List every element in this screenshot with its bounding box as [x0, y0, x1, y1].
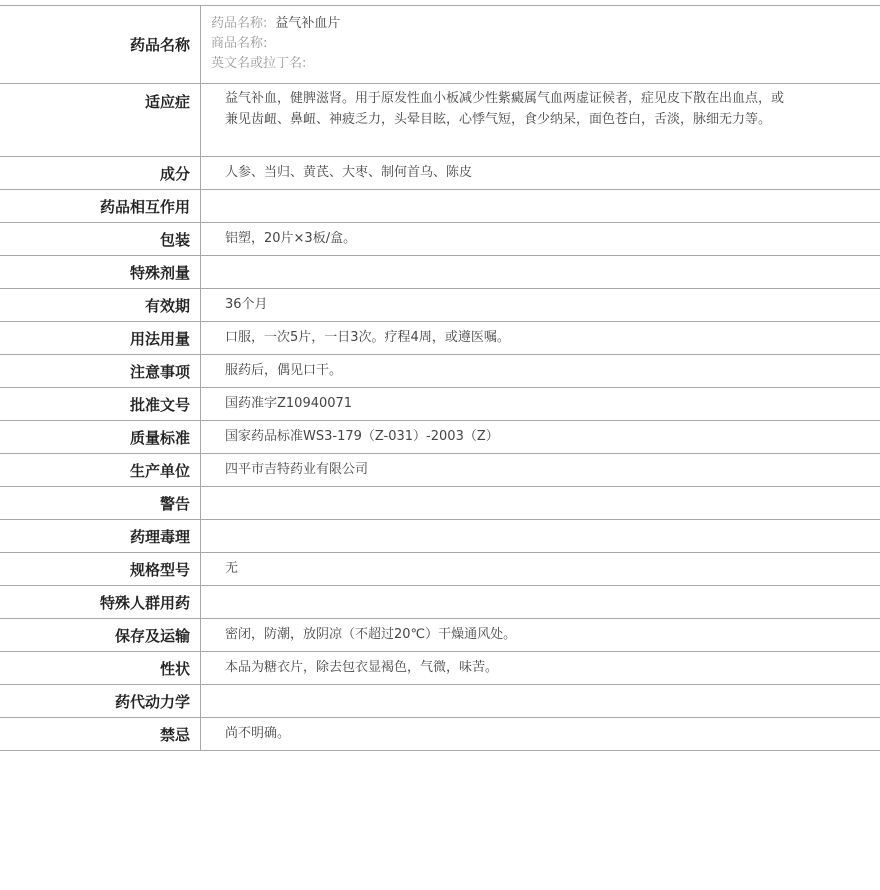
table-row — [0, 718, 880, 751]
row-value: 铝塑，20片×3板/盒。 — [225, 231, 357, 246]
generic-name-value: 益气补血片 — [275, 16, 341, 31]
table-row — [0, 685, 880, 718]
table-row — [0, 553, 880, 586]
row-label: 质量标准 — [0, 421, 201, 453]
table-row — [0, 355, 880, 388]
table-row — [0, 388, 880, 421]
row-label: 性状 — [0, 652, 201, 684]
generic-name-label: 药品名称: — [211, 16, 268, 31]
row-value: 无 — [225, 561, 239, 576]
row-label: 药理毒理 — [0, 520, 201, 552]
row-value: 四平市吉特药业有限公司 — [225, 462, 369, 477]
row-label: 警告 — [0, 487, 201, 519]
row-label: 药品相互作用 — [0, 190, 201, 222]
row-value: 益气补血，健脾滋肾。用于原发性血小板减少性紫癜属气血两虚证候者，症见皮下散在出血点，或兼见齿衄、鼻衄、神疲乏力，头晕目眩，心悸气短，食少纳呆，面色苍白，舌淡，脉细无力等。 — [225, 91, 785, 127]
row-value: 服药后，偶见口干。 — [225, 363, 343, 378]
table-row — [0, 421, 880, 454]
table-row — [0, 520, 880, 553]
row-label: 特殊人群用药 — [0, 586, 201, 618]
row-value — [201, 6, 880, 83]
row-label: 有效期 — [0, 289, 201, 321]
table-row — [0, 487, 880, 520]
table-row-drug-name — [0, 6, 880, 84]
row-label: 用法用量 — [0, 322, 201, 354]
table-row — [0, 619, 880, 652]
row-label: 批准文号 — [0, 388, 201, 420]
row-value: 密闭，防潮，放阴凉（不超过20℃）干燥通风处。 — [225, 627, 517, 642]
row-value — [201, 487, 880, 519]
row-value: 36个月 — [225, 297, 268, 312]
row-value — [201, 190, 880, 222]
table-row — [0, 322, 880, 355]
row-value: 国药准字Z10940071 — [225, 396, 353, 411]
row-label: 保存及运输 — [0, 619, 201, 651]
row-value: 本品为糖衣片，除去包衣显褐色，气微，味苦。 — [225, 660, 499, 675]
row-label: 适应症 — [0, 84, 201, 156]
row-label: 包装 — [0, 223, 201, 255]
table-row — [0, 223, 880, 256]
row-value: 口服，一次5片，一日3次。疗程4周，或遵医嘱。 — [225, 330, 510, 345]
table-row — [0, 652, 880, 685]
generic-name-line — [211, 14, 880, 34]
row-value — [201, 685, 880, 717]
table-row — [0, 289, 880, 322]
table-row — [0, 454, 880, 487]
row-label: 生产单位 — [0, 454, 201, 486]
row-value — [201, 520, 880, 552]
row-label: 成分 — [0, 157, 201, 189]
table-row — [0, 256, 880, 289]
row-value — [201, 586, 880, 618]
row-label: 禁忌 — [0, 718, 201, 750]
row-label: 规格型号 — [0, 553, 201, 585]
table-row — [0, 190, 880, 223]
row-label: 特殊剂量 — [0, 256, 201, 288]
row-label: 药代动力学 — [0, 685, 201, 717]
row-value — [201, 256, 880, 288]
row-value: 尚不明确。 — [225, 726, 291, 741]
trade-name-label: 商品名称: — [211, 36, 268, 51]
row-label: 药品名称 — [0, 6, 201, 83]
english-name-label: 英文名或拉丁名: — [211, 56, 307, 71]
row-value: 国家药品标准WS3-179（Z-031）-2003（Z） — [225, 429, 499, 444]
row-value: 人参、当归、黄芪、大枣、制何首乌、陈皮 — [225, 165, 473, 180]
table-row — [0, 157, 880, 190]
table-row — [0, 84, 880, 157]
row-label: 注意事项 — [0, 355, 201, 387]
drug-info-table — [0, 5, 880, 751]
table-row — [0, 586, 880, 619]
